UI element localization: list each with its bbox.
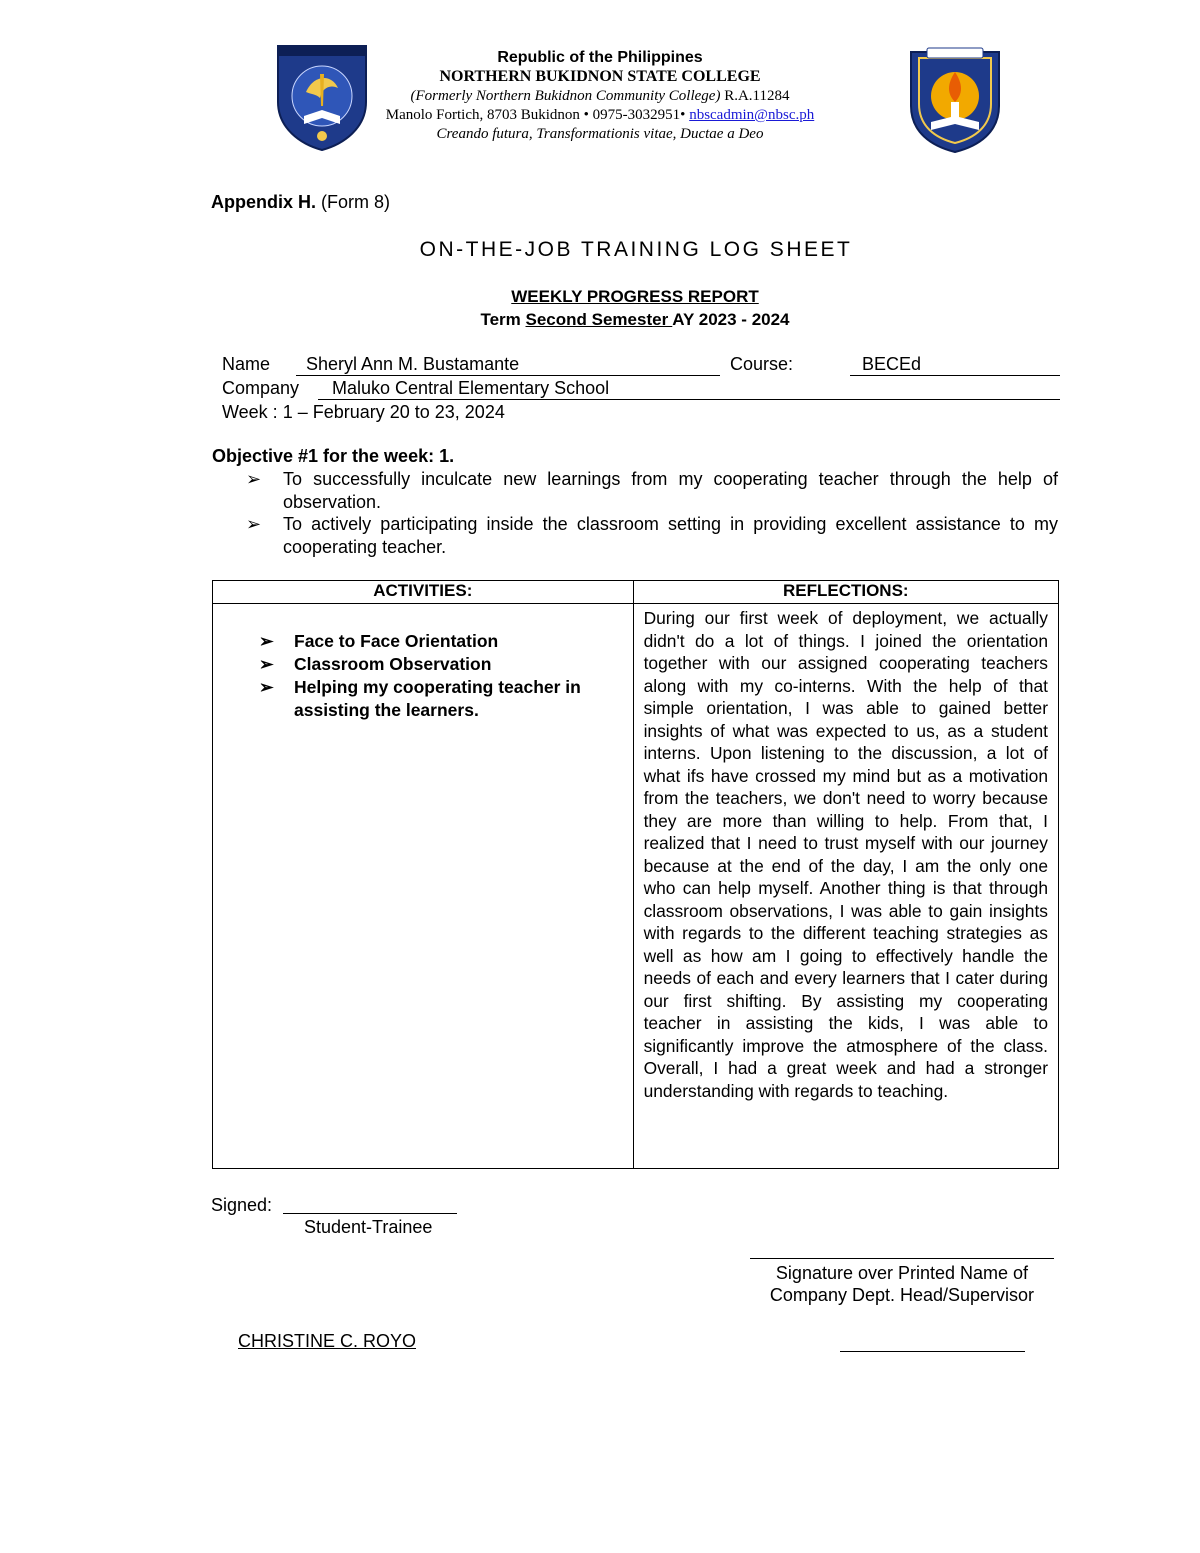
log-table	[212, 580, 1059, 1169]
student-signature-line	[283, 1213, 457, 1214]
activities-list	[213, 630, 633, 722]
arrow-bullet-icon: ➢	[259, 631, 274, 651]
company-value: Maluko Central Elementary School	[332, 378, 610, 398]
reflections-header: REFLECTIONS:	[633, 581, 1058, 604]
list-item	[213, 653, 633, 676]
republic-line: Republic of the Philippines	[497, 49, 703, 66]
report-heading: WEEKLY PROGRESS REPORT	[511, 287, 759, 306]
reflection-text: During our first week of deployment, we actually didn't do a lot of things. I joined the orientation together with our assigned cooperating teachers along with my co-interns. With the help of that simple orientation, I was able to gained better insights of what was expected to us, as a student interns. Upon listening to the discussion, a lot of what ifs have crossed my mind but as a motivation from the teachers, we don't need to worry because they are more than willing to help. From that, I realized that I need to trust myself with our journey because at the end of the day, I am the only one who can help myself. Another thing is that through classroom observations, I was able to gain insights with regards to the different teaching strategies as well as how am I going to effectively handle the needs of each and every learners that I cater during our first shifting. By assisting my cooperating teacher in assisting the kids, I was able to significantly improve the atmosphere of the class. Overall, I had a great week and had a stronger understanding with regards to teaching.	[643, 608, 1048, 1101]
company-underline	[318, 399, 1060, 400]
arrow-bullet-icon: ➢	[259, 654, 274, 674]
arrow-bullet-icon: ➢	[259, 677, 274, 697]
list-item	[213, 630, 633, 653]
page-title: ON-THE-JOB TRAINING LOG SHEET	[419, 238, 853, 261]
supervisor-signature-line	[750, 1258, 1054, 1259]
name-underline	[296, 375, 720, 376]
printed-name: CHRISTINE C. ROYO	[238, 1331, 417, 1351]
course-underline	[850, 375, 1060, 376]
college-motto: Creando futura, Transformationis vitae, Ductae a Deo	[436, 126, 764, 142]
course-label: Course:	[730, 354, 794, 374]
objective-item	[246, 513, 1058, 559]
address: Manolo Fortich, 8703 Bukidnon • 0975-3032951•	[385, 107, 690, 123]
appendix-rest: (Form 8)	[316, 192, 391, 212]
objective-heading: Objective #1 for the week: 1.	[212, 446, 455, 466]
former-name-line	[0, 88, 1200, 105]
table-row	[213, 604, 1059, 1169]
activities-header: ACTIVITIES:	[213, 581, 634, 604]
activity-text: Classroom Observation	[294, 654, 492, 674]
address-line	[0, 107, 1200, 124]
objective-text: To successfully inculcate new learnings from my cooperating teacher through the help of observation.	[283, 469, 1058, 512]
company-label: Company	[222, 378, 300, 398]
term-value: Second Semester	[525, 310, 673, 329]
list-item	[213, 676, 633, 722]
appendix-bold: Appendix H.	[211, 192, 317, 212]
term-line	[0, 310, 1200, 330]
objective-text: To actively participating inside the classroom setting in providing excellent assistance to my cooperating teacher.	[283, 514, 1058, 557]
reflections-cell	[633, 604, 1058, 1169]
arrow-bullet-icon: ➢	[246, 469, 262, 489]
table-header-row	[213, 581, 1059, 604]
appendix-label	[211, 192, 390, 213]
student-role: Student-Trainee	[304, 1217, 433, 1237]
supervisor-line1: Signature over Printed Name of	[775, 1263, 1029, 1283]
former-name: (Formerly Northern Bukidnon Community College)	[410, 88, 721, 104]
activity-text: Face to Face Orientation	[294, 631, 499, 651]
week-text: Week : 1 – February 20 to 23, 2024	[222, 402, 505, 422]
signed-label: Signed:	[211, 1195, 273, 1215]
objective-item	[246, 468, 1058, 514]
supervisor-line2: Company Dept. Head/Supervisor	[769, 1285, 1035, 1305]
college-name: NORTHERN BUKIDNON STATE COLLEGE	[439, 68, 761, 85]
term-suffix: AY 2023 - 2024	[672, 310, 790, 329]
name-value: Sheryl Ann M. Bustamante	[306, 354, 520, 374]
activities-cell	[213, 604, 634, 1169]
email-link[interactable]: nbscadmin@nbsc.ph	[689, 107, 815, 123]
arrow-bullet-icon: ➢	[246, 514, 262, 534]
term-prefix: Term	[480, 310, 526, 329]
ra-number: R.A.11284	[720, 88, 790, 104]
activity-text: Helping my cooperating teacher in assisting the learners.	[294, 677, 581, 720]
name-label: Name	[222, 354, 271, 374]
date-signature-line	[840, 1351, 1025, 1352]
course-value: BECEd	[862, 354, 922, 374]
